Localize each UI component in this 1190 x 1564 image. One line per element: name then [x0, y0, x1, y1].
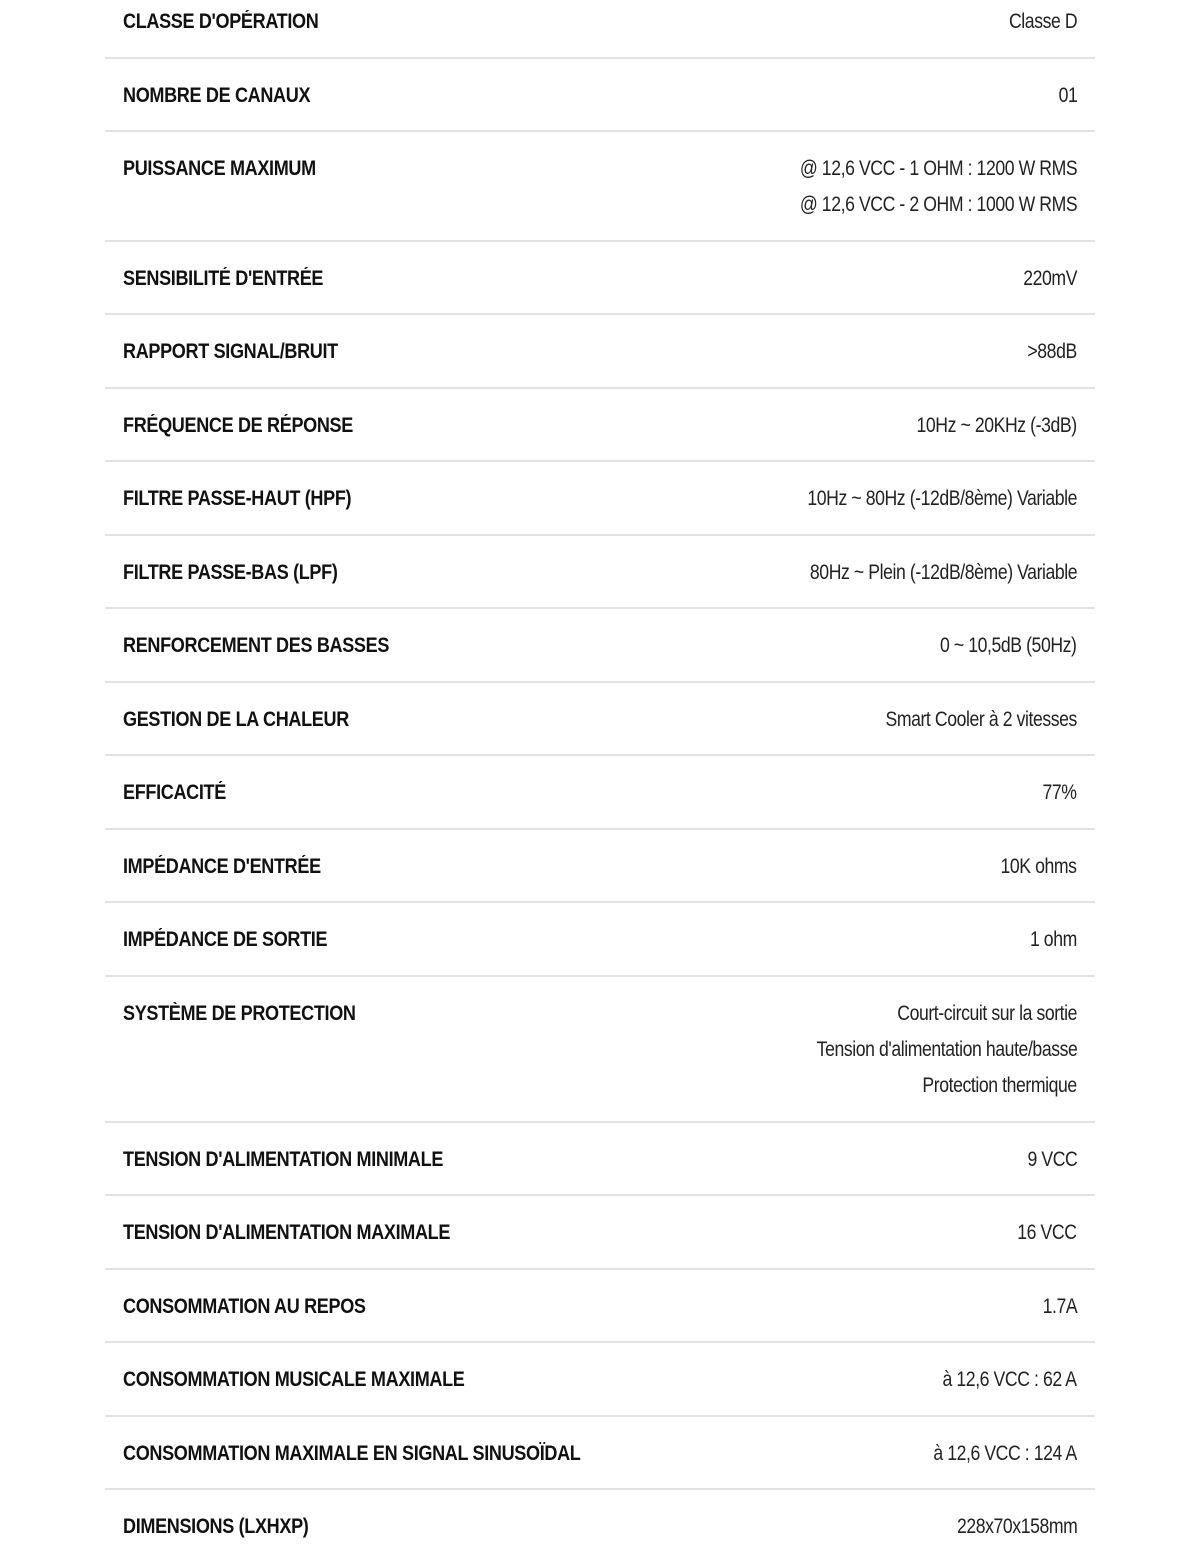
spec-label: FILTRE PASSE-BAS (LPF)	[123, 560, 338, 584]
spec-label: PUISSANCE MAXIMUM	[123, 157, 316, 180]
spec-label: CONSOMMATION MUSICALE MAXIMALE	[123, 1368, 465, 1391]
spec-values	[1036, 1292, 1077, 1325]
spec-value: @ 12,6 VCC - 2 OHM : 1000 W RMS	[799, 193, 1077, 216]
spec-values	[1013, 264, 1077, 297]
spec-value: 1.7A	[1042, 1294, 1077, 1318]
spec-label: RENFORCEMENT DES BASSES	[123, 634, 390, 657]
spec-value: 0 ~ 10,5dB (50Hz)	[940, 634, 1077, 657]
spec-value: 10Hz ~ 80Hz (-12dB/8ème) Variable	[807, 487, 1077, 510]
spec-row-protection-system	[105, 977, 1095, 1123]
spec-value: 16 VCC	[1017, 1221, 1077, 1244]
spec-row-efficiency	[105, 756, 1095, 830]
spec-values	[986, 852, 1077, 885]
spec-label: IMPÉDANCE D'ENTRÉE	[123, 854, 321, 878]
spec-label: SENSIBILITÉ D'ENTRÉE	[123, 266, 324, 290]
spec-value: 9 VCC	[1027, 1147, 1077, 1171]
spec-row-input-sensitivity	[105, 242, 1095, 316]
spec-label: SYSTÈME DE PROTECTION	[123, 1001, 356, 1025]
spec-row-hpf	[105, 462, 1095, 536]
spec-row-output-impedance	[105, 903, 1095, 977]
spec-row-input-impedance	[105, 830, 1095, 904]
spec-label: CONSOMMATION MAXIMALE EN SIGNAL SINUSOÏDAL	[123, 1441, 581, 1465]
spec-value: 77%	[1042, 781, 1077, 804]
spec-label: TENSION D'ALIMENTATION MAXIMALE	[123, 1221, 451, 1244]
spec-row-bass-boost	[105, 609, 1095, 683]
spec-label: EFFICACITÉ	[123, 781, 226, 804]
spec-value: Protection thermique	[922, 1073, 1077, 1097]
spec-row-min-supply-voltage	[105, 1123, 1095, 1197]
spec-values	[756, 484, 1077, 517]
spec-value: à 12,6 VCC : 124 A	[933, 1441, 1077, 1465]
spec-values	[747, 154, 1077, 223]
spec-label: CONSOMMATION AU REPOS	[123, 1294, 366, 1318]
spec-table	[105, 0, 1095, 1564]
spec-row-snr	[105, 315, 1095, 389]
spec-row-max-music-consumption	[105, 1343, 1095, 1417]
spec-value: 1 ohm	[1030, 928, 1077, 951]
spec-label: FILTRE PASSE-HAUT (HPF)	[123, 487, 352, 510]
spec-label: FRÉQUENCE DE RÉPONSE	[123, 413, 353, 437]
spec-value: à 12,6 VCC : 62 A	[942, 1368, 1077, 1391]
spec-values	[1006, 1218, 1077, 1251]
spec-value: 01	[1058, 83, 1077, 107]
spec-values	[917, 1365, 1077, 1398]
spec-values	[1018, 1145, 1077, 1178]
spec-label: DIMENSIONS (LXHXP)	[123, 1515, 309, 1538]
spec-label: RAPPORT SIGNAL/BRUIT	[123, 340, 338, 363]
spec-value: 10K ohms	[1000, 854, 1077, 878]
spec-value: Classe D	[1008, 10, 1077, 33]
spec-label: TENSION D'ALIMENTATION MINIMALE	[123, 1147, 444, 1171]
spec-values	[886, 411, 1077, 444]
spec-row-idle-consumption	[105, 1270, 1095, 1344]
spec-row-max-power	[105, 132, 1095, 242]
spec-value: Smart Cooler à 2 vitesses	[885, 707, 1077, 731]
spec-value: 80Hz ~ Plein (-12dB/8ème) Variable	[809, 560, 1077, 584]
spec-values	[934, 1512, 1077, 1545]
spec-row-heat-management	[105, 683, 1095, 757]
spec-row-max-supply-voltage	[105, 1196, 1095, 1270]
spec-values	[1021, 925, 1077, 958]
spec-label: GESTION DE LA CHALEUR	[123, 707, 349, 731]
spec-value: @ 12,6 VCC - 1 OHM : 1200 W RMS	[799, 157, 1077, 180]
spec-label: CLASSE D'OPÉRATION	[123, 10, 319, 33]
spec-row-channels	[105, 59, 1095, 133]
spec-label: IMPÉDANCE DE SORTIE	[123, 928, 328, 951]
spec-values	[767, 999, 1077, 1104]
spec-values	[996, 7, 1077, 40]
spec-row-operation-class	[105, 0, 1095, 59]
spec-values	[914, 631, 1077, 664]
spec-values	[1055, 81, 1077, 114]
spec-row-max-sine-consumption	[105, 1417, 1095, 1491]
spec-values	[1036, 778, 1077, 811]
spec-values	[849, 705, 1077, 738]
spec-value: 220mV	[1023, 266, 1077, 290]
spec-values	[1018, 337, 1077, 370]
spec-value: Tension d'alimentation haute/basse	[816, 1037, 1077, 1061]
spec-value: >88dB	[1027, 340, 1077, 363]
spec-row-frequency-response	[105, 389, 1095, 463]
spec-value: 228x70x158mm	[956, 1515, 1077, 1538]
spec-label: NOMBRE DE CANAUX	[123, 83, 311, 107]
spec-value: 10Hz ~ 20KHz (-3dB)	[916, 413, 1077, 437]
spec-row-lpf	[105, 536, 1095, 610]
spec-value: Court-circuit sur la sortie	[897, 1001, 1077, 1025]
spec-values	[906, 1439, 1077, 1472]
spec-row-dimensions	[105, 1490, 1095, 1564]
spec-values	[759, 558, 1077, 591]
